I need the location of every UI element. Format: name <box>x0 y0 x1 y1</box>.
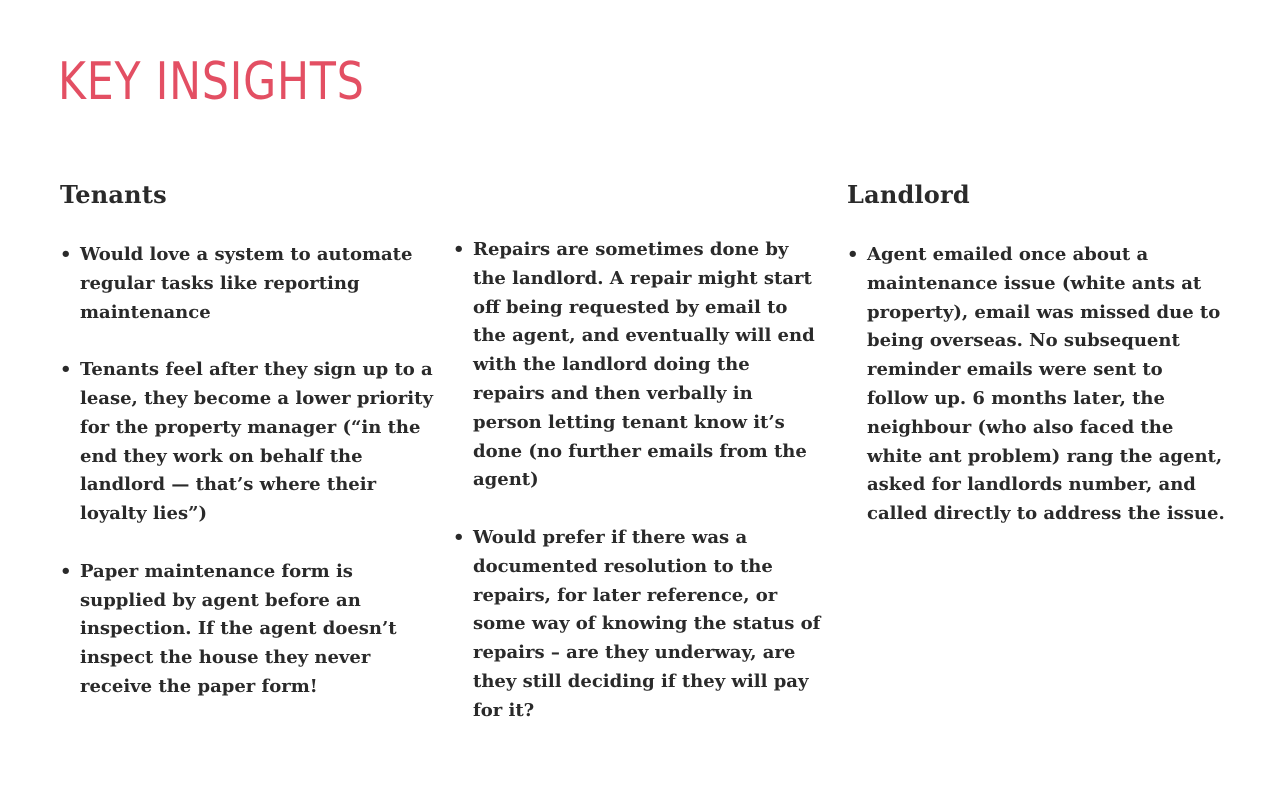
page-title: KEY INSIGHTS <box>58 52 365 112</box>
list-item <box>60 241 440 327</box>
bullet-icon: • <box>60 359 72 381</box>
insight-text: Tenants feel after they sign up to a lease, they become a lower priority for the property manager (“in the end they work on behalf the landlord — that’s where their loyalty lies”) <box>80 359 433 525</box>
bullet-icon: • <box>453 239 465 260</box>
tenants-insights-list-2 <box>453 236 825 754</box>
bullet-icon: • <box>453 526 465 548</box>
insight-text: Paper maintenance form is supplied by agent before an inspection. If the agent doesn’t inspect the house they never receive the paper form! <box>80 560 397 697</box>
bullet-icon: • <box>847 244 859 265</box>
tenants-insights-list-1 <box>60 241 440 731</box>
list-item <box>847 241 1227 529</box>
bullet-icon: • <box>60 560 72 582</box>
landlord-heading: Landlord <box>847 180 970 209</box>
landlord-insights-list <box>847 241 1227 558</box>
insight-text: Agent emailed once about a maintenance issue (white ants at property), email was missed due to being overseas. No subsequent reminder emails were sent to follow up. 6 months later, the neighbour (who also faced the white ant problem) rang the agent, asked for landlords number, and called directly to address the issue. <box>867 244 1225 525</box>
insight-text: Would love a system to automate regular tasks like reporting maintenance <box>80 244 413 323</box>
list-item <box>60 356 440 529</box>
list-item <box>453 236 825 495</box>
insight-text: Would prefer if there was a documented resolution to the repairs, for later reference, or some way of knowing the status of repairs – are they underway, are they still deciding if they will pay for it? <box>473 526 821 721</box>
tenants-heading: Tenants <box>60 180 167 209</box>
bullet-icon: • <box>60 244 72 265</box>
list-item <box>60 558 440 702</box>
insight-text: Repairs are sometimes done by the landlord. A repair might start off being requested by email to the agent, and eventually will end with the landlord doing the repairs and then verbally in person letting tenant know it’s done (no further emails from the agent) <box>473 239 815 491</box>
list-item <box>453 524 825 726</box>
